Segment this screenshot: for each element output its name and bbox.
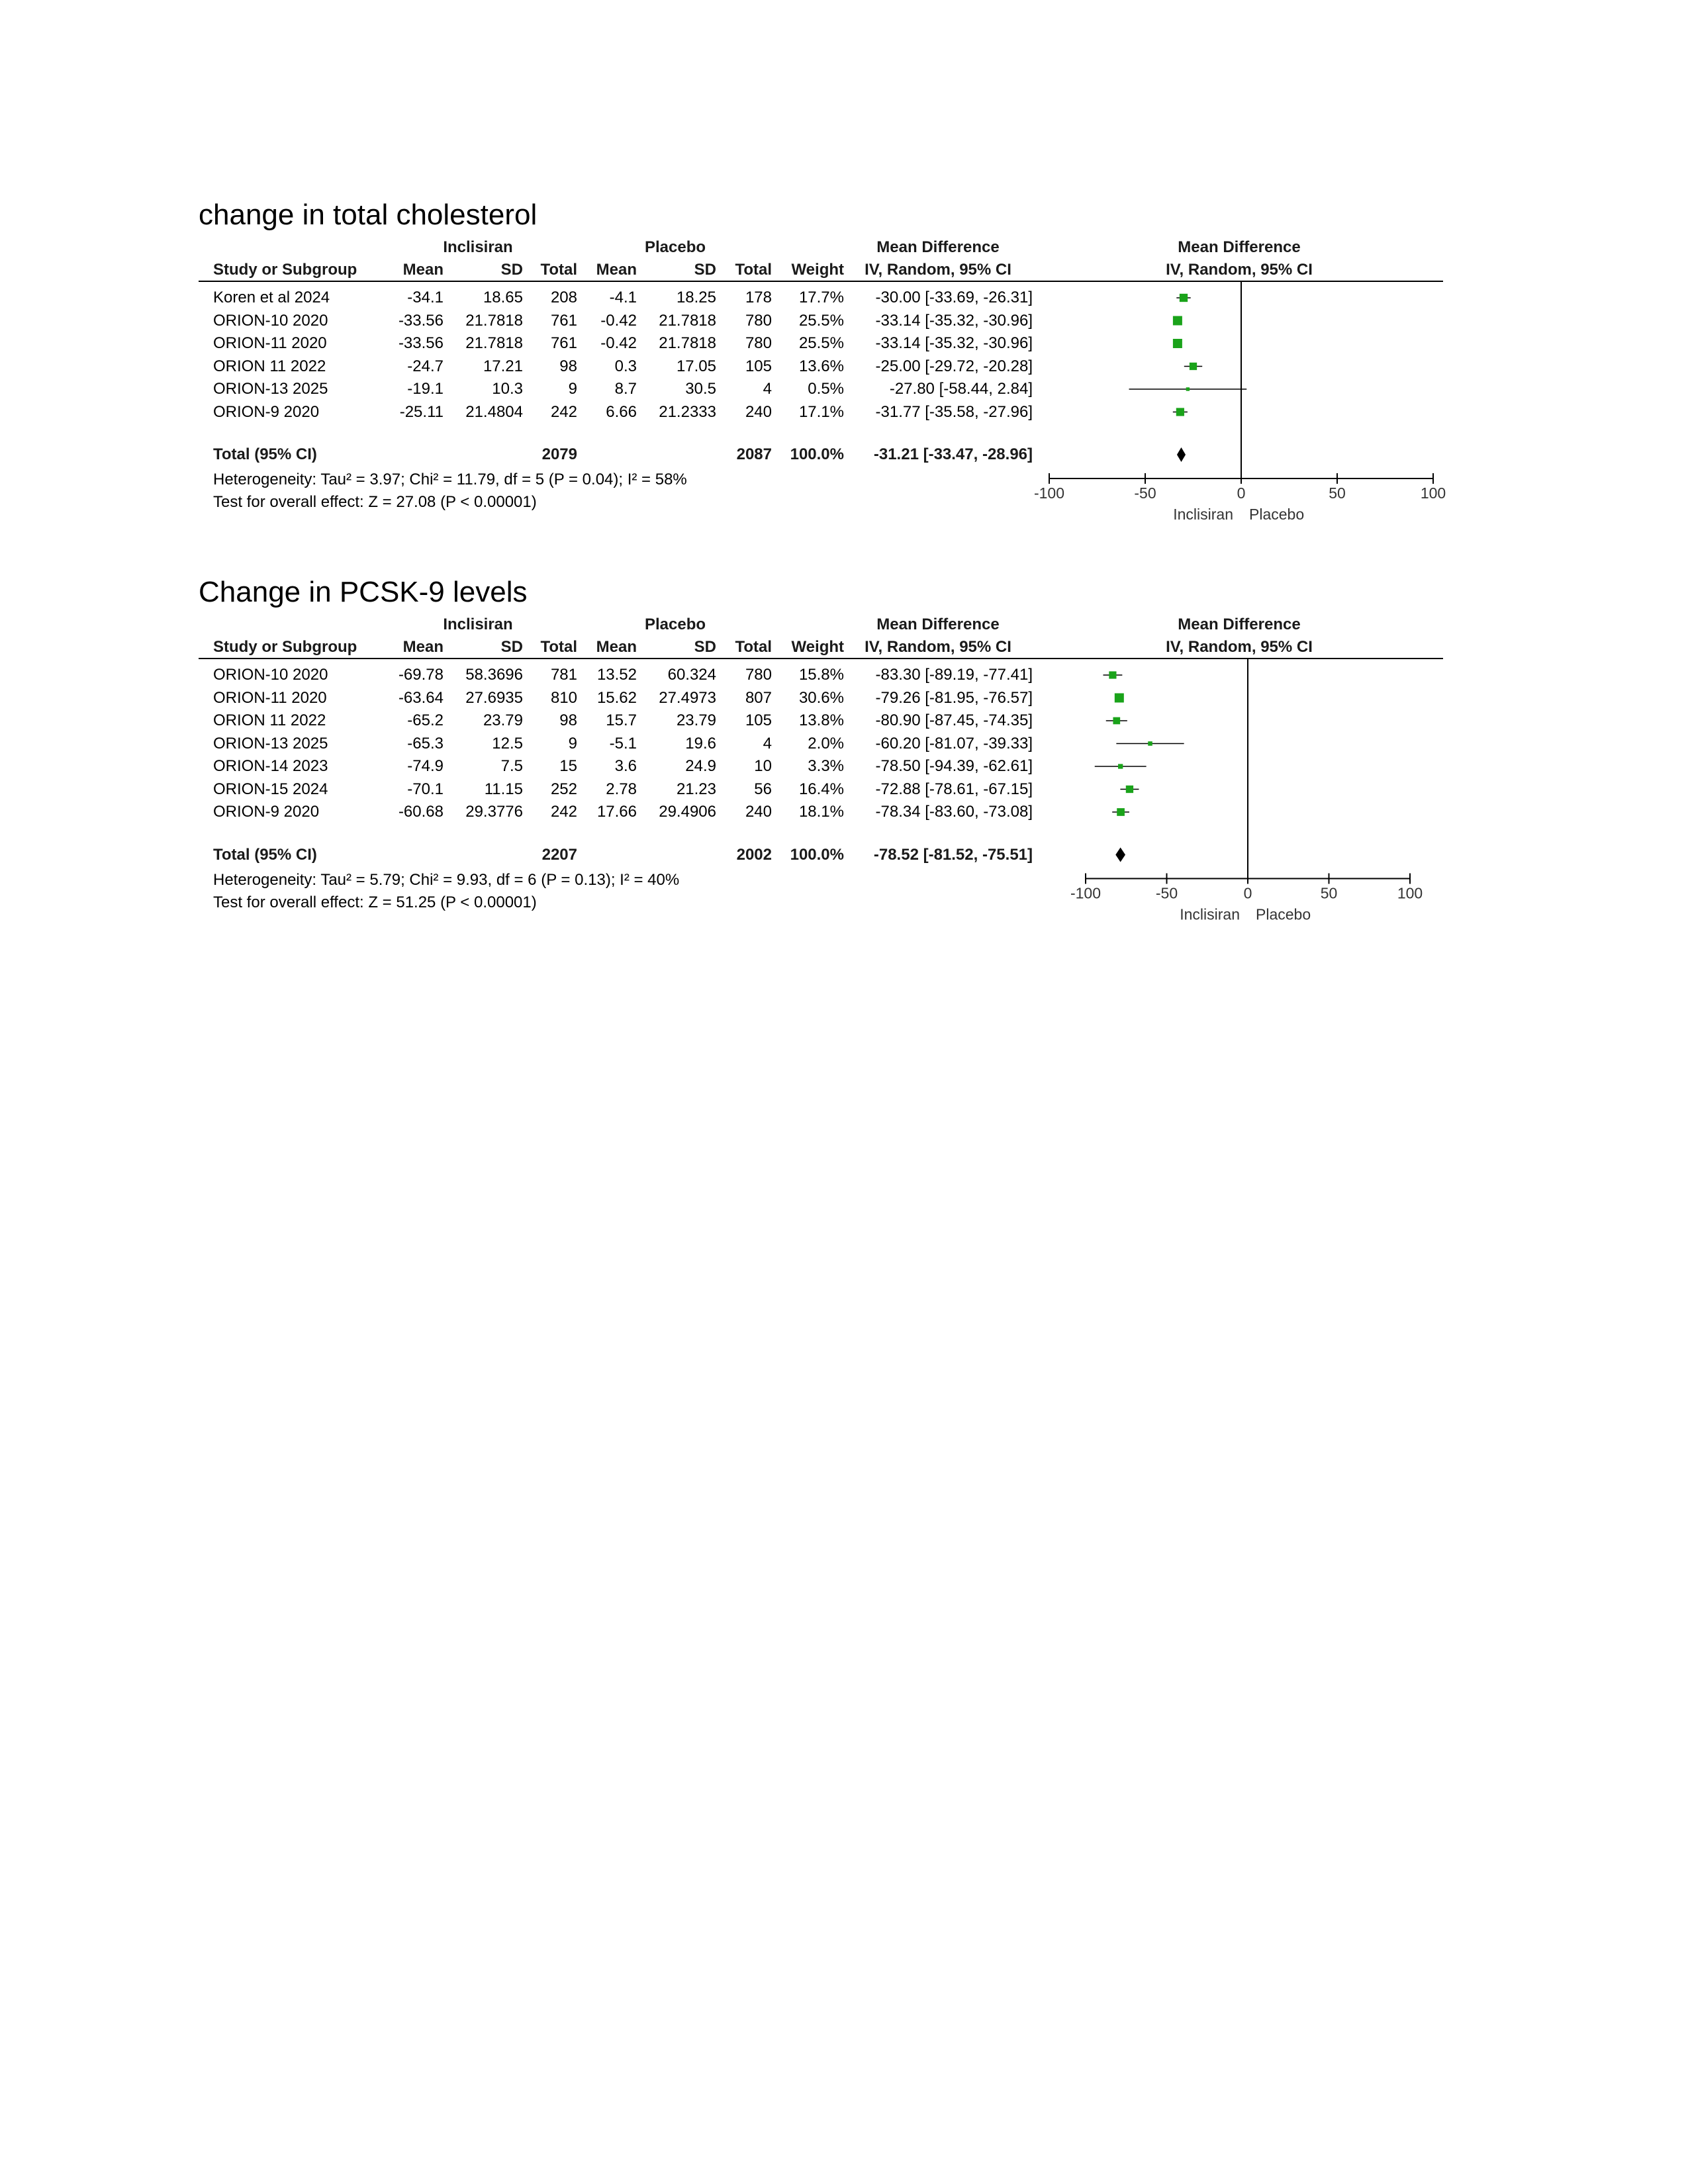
cell-total2: 780 (745, 334, 772, 352)
cell-sd2: 21.7818 (659, 311, 716, 330)
cell-sd2: 29.4906 (659, 803, 716, 821)
cell-study: ORION 11 2022 (213, 357, 326, 375)
forest-plot-panel (0, 199, 1688, 569)
column-header-total1: Total (540, 261, 577, 279)
favours-right-label: Placebo (1249, 506, 1305, 523)
cell-mean2: 15.62 (596, 688, 637, 707)
cell-sd1: 12.5 (492, 734, 523, 752)
cell-total2: 807 (745, 688, 772, 707)
cell-sd1: 27.6935 (465, 688, 523, 707)
cell-total1: 208 (550, 289, 577, 306)
total-label: Total (95% CI) (213, 445, 317, 463)
column-header-sd1: SD (500, 261, 523, 279)
cell-sd1: 21.4804 (465, 402, 523, 421)
cell-mean2: -0.42 (600, 311, 637, 330)
plot-subheader: IV, Random, 95% CI (1166, 261, 1313, 279)
column-header-total2: Total (735, 638, 772, 656)
group1-header: Inclisiran (443, 615, 513, 633)
cell-mean1: -63.64 (398, 688, 444, 707)
plot-header: Mean Difference (1178, 615, 1301, 633)
cell-sd2: 60.324 (667, 666, 716, 684)
cell-ci: -30.00 [-33.69, -26.31] (875, 289, 1033, 306)
cell-mean2: 3.6 (614, 757, 637, 775)
total-ci: -31.21 [-33.47, -28.96] (873, 445, 1033, 463)
cell-total1: 242 (550, 402, 577, 421)
cell-total1: 781 (550, 666, 577, 684)
study-marker (1126, 786, 1133, 793)
cell-sd2: 18.25 (676, 289, 716, 306)
cell-mean2: 8.7 (614, 380, 637, 398)
x-tick-label: -100 (1033, 484, 1065, 502)
cell-study: ORION-10 2020 (213, 311, 328, 330)
cell-sd1: 29.3776 (465, 803, 523, 821)
cell-weight: 17.7% (798, 289, 844, 306)
cell-mean2: -4.1 (609, 289, 637, 306)
cell-total1: 810 (550, 688, 577, 707)
cell-mean2: -0.42 (600, 334, 637, 352)
cell-study: ORION-9 2020 (213, 803, 320, 821)
cell-total1: 98 (559, 711, 577, 729)
cell-study: ORION-9 2020 (213, 402, 320, 421)
cell-study: ORION-13 2025 (213, 380, 328, 398)
cell-mean2: 17.66 (596, 803, 637, 821)
cell-mean1: -33.56 (398, 311, 444, 330)
study-marker (1109, 671, 1116, 678)
cell-study: ORION-14 2023 (213, 757, 328, 775)
md-subheader: IV, Random, 95% CI (865, 638, 1011, 656)
forest-plot-svg (1033, 658, 1443, 962)
total-ci: -78.52 [-81.52, -75.51] (873, 845, 1033, 864)
cell-total1: 242 (550, 803, 577, 821)
x-tick-label: 0 (1243, 884, 1252, 902)
total-inclisiran: 2207 (541, 845, 577, 864)
column-header-mean2: Mean (596, 261, 637, 279)
cell-ci: -33.14 [-35.32, -30.96] (875, 334, 1033, 352)
cell-sd2: 24.9 (685, 757, 716, 775)
md-header: Mean Difference (876, 615, 1000, 633)
study-marker (1117, 808, 1125, 816)
cell-sd1: 11.15 (484, 780, 523, 798)
total-placebo: 2002 (736, 845, 772, 864)
cell-total1: 761 (550, 311, 577, 330)
cell-weight: 25.5% (798, 311, 844, 330)
column-header-total2: Total (735, 261, 772, 279)
cell-total1: 15 (559, 757, 577, 775)
column-header-mean1: Mean (402, 261, 444, 279)
cell-study: ORION-15 2024 (213, 780, 328, 798)
cell-sd2: 23.79 (676, 711, 716, 729)
study-marker (1148, 741, 1152, 746)
cell-mean1: -60.68 (398, 803, 444, 821)
overall-effect-text: Test for overall effect: Z = 51.25 (P < 0.00001) (213, 893, 537, 911)
column-header-sd2: SD (694, 638, 716, 656)
total-label: Total (95% CI) (213, 845, 317, 864)
forest-plot-svg (1033, 281, 1446, 585)
cell-mean1: -34.1 (407, 289, 444, 306)
cell-mean1: -69.78 (398, 666, 444, 684)
plot-subheader: IV, Random, 95% CI (1166, 638, 1313, 656)
study-marker (1173, 339, 1182, 348)
cell-ci: -78.50 [-94.39, -62.61] (875, 757, 1033, 775)
cell-mean1: -19.1 (407, 380, 444, 398)
column-header-weight: Weight (791, 638, 844, 656)
x-tick-label: -50 (1134, 484, 1156, 502)
cell-weight: 16.4% (798, 780, 844, 798)
favours-left-label: Inclisiran (1180, 905, 1240, 923)
cell-study: ORION-11 2020 (213, 334, 327, 352)
cell-ci: -83.30 [-89.19, -77.41] (875, 666, 1033, 684)
cell-total1: 761 (550, 334, 577, 352)
cell-ci: -80.90 [-87.45, -74.35] (875, 711, 1033, 729)
cell-total1: 252 (550, 780, 577, 798)
cell-total2: 4 (763, 734, 772, 752)
study-marker (1113, 717, 1120, 725)
cell-study: Koren et al 2024 (213, 289, 330, 306)
cell-sd2: 17.05 (676, 357, 716, 375)
cell-mean1: -24.7 (407, 357, 444, 375)
study-marker (1118, 764, 1123, 768)
column-header-total1: Total (540, 638, 577, 656)
group1-header: Inclisiran (443, 238, 513, 256)
cell-study: ORION-10 2020 (213, 666, 328, 684)
cell-sd1: 17.21 (483, 357, 523, 375)
total-weight: 100.0% (790, 445, 844, 463)
cell-mean1: -74.9 (407, 757, 444, 775)
cell-sd2: 30.5 (685, 380, 716, 398)
cell-sd1: 7.5 (500, 757, 523, 775)
cell-sd2: 21.23 (676, 780, 716, 798)
cell-sd2: 19.6 (685, 734, 716, 752)
cell-mean1: -65.3 (407, 734, 444, 752)
pooled-diamond (1115, 848, 1125, 862)
x-tick-label: 100 (1420, 484, 1446, 502)
column-header-study: Study or Subgroup (213, 261, 357, 279)
cell-total2: 105 (745, 711, 772, 729)
md-subheader: IV, Random, 95% CI (865, 261, 1011, 279)
cell-sd1: 58.3696 (465, 666, 523, 684)
study-marker (1176, 408, 1184, 416)
column-header-study: Study or Subgroup (213, 638, 357, 656)
cell-ci: -78.34 [-83.60, -73.08] (875, 803, 1033, 821)
pooled-diamond (1177, 447, 1186, 462)
cell-sd1: 10.3 (492, 380, 523, 398)
total-inclisiran: 2079 (541, 445, 577, 463)
cell-study: ORION-13 2025 (213, 734, 328, 752)
x-tick-label: -100 (1070, 884, 1102, 902)
group2-header: Placebo (644, 615, 706, 633)
cell-mean1: -70.1 (407, 780, 444, 798)
cell-mean1: -65.2 (407, 711, 444, 729)
cell-mean2: 15.7 (606, 711, 637, 729)
cell-total2: 780 (745, 311, 772, 330)
cell-sd1: 18.65 (483, 289, 523, 306)
cell-total2: 10 (754, 757, 772, 775)
cell-study: ORION-11 2020 (213, 688, 327, 707)
study-marker (1173, 316, 1182, 326)
cell-ci: -27.80 [-58.44, 2.84] (889, 380, 1033, 398)
cell-ci: -79.26 [-81.95, -76.57] (875, 688, 1033, 707)
cell-weight: 0.5% (808, 380, 844, 398)
cell-ci: -31.77 [-35.58, -27.96] (875, 402, 1033, 421)
cell-ci: -60.20 [-81.07, -39.33] (875, 734, 1033, 752)
cell-sd2: 21.2333 (659, 402, 716, 421)
cell-mean2: 6.66 (606, 402, 637, 421)
cell-mean2: -5.1 (609, 734, 637, 752)
column-header-mean1: Mean (402, 638, 444, 656)
panel-title: Change in PCSK-9 levels (199, 576, 528, 608)
favours-right-label: Placebo (1256, 905, 1311, 923)
cell-weight: 17.1% (798, 402, 844, 421)
column-header-sd2: SD (694, 261, 716, 279)
column-header-weight: Weight (791, 261, 844, 279)
cell-weight: 13.6% (798, 357, 844, 375)
cell-ci: -72.88 [-78.61, -67.15] (875, 780, 1033, 798)
cell-weight: 25.5% (798, 334, 844, 352)
cell-weight: 18.1% (798, 803, 844, 821)
x-tick-label: 50 (1329, 484, 1346, 502)
x-tick-label: -50 (1155, 884, 1178, 902)
cell-total2: 105 (745, 357, 772, 375)
forest-plot-panel (0, 576, 1688, 946)
cell-mean2: 2.78 (606, 780, 637, 798)
panel-title: change in total cholesterol (199, 199, 538, 231)
cell-mean2: 13.52 (596, 666, 637, 684)
heterogeneity-text: Heterogeneity: Tau² = 3.97; Chi² = 11.79, df = 5 (P = 0.04); I² = 58% (213, 471, 687, 488)
group2-header: Placebo (644, 238, 706, 256)
study-marker (1115, 694, 1124, 703)
cell-sd1: 21.7818 (465, 334, 523, 352)
cell-total1: 98 (559, 357, 577, 375)
cell-weight: 13.8% (798, 711, 844, 729)
cell-weight: 2.0% (808, 734, 844, 752)
heterogeneity-text: Heterogeneity: Tau² = 5.79; Chi² = 9.93, df = 6 (P = 0.13); I² = 40% (213, 870, 680, 889)
cell-weight: 15.8% (798, 666, 844, 684)
cell-total2: 56 (754, 780, 772, 798)
cell-sd1: 23.79 (483, 711, 523, 729)
total-placebo: 2087 (736, 445, 772, 463)
cell-study: ORION 11 2022 (213, 711, 326, 729)
cell-weight: 3.3% (808, 757, 844, 775)
cell-sd1: 21.7818 (465, 311, 523, 330)
cell-total2: 240 (745, 402, 772, 421)
cell-total2: 4 (763, 380, 772, 398)
cell-total2: 780 (745, 666, 772, 684)
cell-sd2: 21.7818 (659, 334, 716, 352)
cell-total1: 9 (568, 734, 577, 752)
overall-effect-text: Test for overall effect: Z = 27.08 (P < 0.00001) (213, 493, 537, 511)
total-weight: 100.0% (790, 845, 844, 864)
x-tick-label: 50 (1320, 884, 1338, 902)
x-tick-label: 0 (1237, 484, 1246, 502)
md-header: Mean Difference (876, 238, 1000, 256)
cell-ci: -25.00 [-29.72, -20.28] (875, 357, 1033, 375)
study-marker (1186, 387, 1190, 390)
cell-mean1: -25.11 (399, 402, 444, 421)
cell-weight: 30.6% (798, 688, 844, 707)
cell-mean1: -33.56 (398, 334, 444, 352)
column-header-sd1: SD (500, 638, 523, 656)
study-marker (1180, 294, 1188, 302)
cell-total2: 240 (745, 803, 772, 821)
cell-total1: 9 (568, 380, 577, 398)
cell-ci: -33.14 [-35.32, -30.96] (875, 311, 1033, 330)
cell-mean2: 0.3 (614, 357, 637, 375)
favours-left-label: Inclisiran (1173, 506, 1233, 523)
study-marker (1190, 363, 1197, 370)
x-tick-label: 100 (1397, 884, 1423, 902)
plot-header: Mean Difference (1178, 238, 1301, 256)
cell-sd2: 27.4973 (659, 688, 716, 707)
column-header-mean2: Mean (596, 638, 637, 656)
cell-total2: 178 (745, 289, 772, 306)
